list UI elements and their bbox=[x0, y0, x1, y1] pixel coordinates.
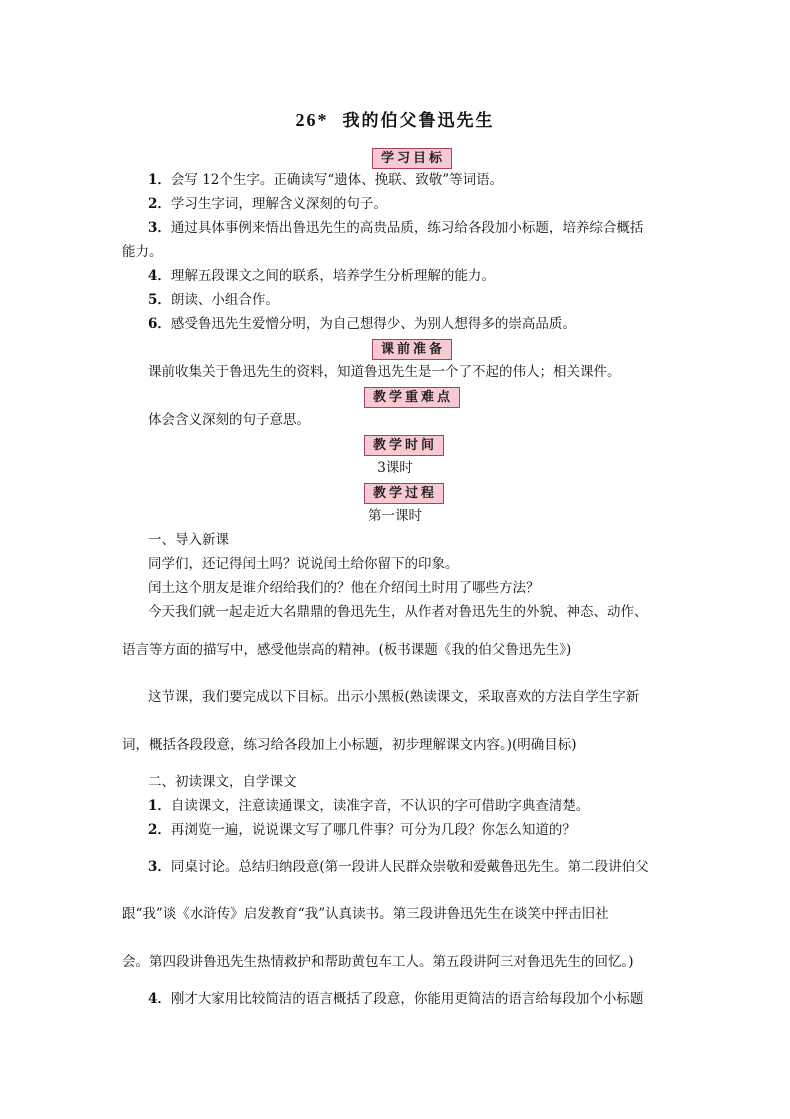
goal-4: 4．理解五段课文之间的联系，培养学生分析理解的能力。 bbox=[148, 268, 495, 284]
goal-5: 5．朗读、小组合作。 bbox=[148, 292, 279, 308]
part2-item-3: 3．同桌讨论。总结归纳段意(第一段讲人民群众崇敬和爱戴鲁迅先生。第二段讲伯父 bbox=[148, 859, 649, 875]
part1-paragraph-3: 今天我们就一起走近大名鼎鼎的鲁迅先生，从作者对鲁迅先生的外貌、神态、动作、 bbox=[148, 604, 648, 620]
lesson-title bbox=[0, 106, 790, 131]
part1-heading: 一、导入新课 bbox=[148, 532, 229, 548]
part1-paragraph-4: 这节课，我们要完成以下目标。出示小黑板(熟读课文，采取喜欢的方法自学生字新 bbox=[148, 689, 640, 705]
section-badge-key-points: 教学重难点 bbox=[364, 387, 460, 408]
part2-item-3-continued-1: 跟“我”谈《水浒传》启发教育“我”认真读书。第三段讲鲁迅先生在谈笑中抨击旧社 bbox=[122, 906, 609, 922]
section-badge-time: 教学时间 bbox=[364, 435, 444, 456]
part1-paragraph-2: 闰土这个朋友是谁介绍给我们的？他在介绍闰土时用了哪些方法？ bbox=[148, 580, 540, 596]
goal-3: 3．通过具体事例来悟出鲁迅先生的高贵品质，练习给各段加小标题，培养综合概括 bbox=[148, 220, 644, 236]
part2-item-3-continued-2: 会。第四段讲鲁迅先生热情救护和帮助黄包车工人。第五段讲阿三对鲁迅先生的回忆。) bbox=[122, 954, 634, 970]
lesson-label: 第一课时 bbox=[368, 508, 422, 524]
section-badge-process: 教学过程 bbox=[364, 483, 444, 504]
part1-paragraph-4-continued: 词，概括各段段意，练习给各段加上小标题，初步理解课文内容。)(明确目标) bbox=[122, 737, 577, 753]
part2-item-2: 2．再浏览一遍，说说课文写了哪几件事？可分为几段？你怎么知道的？ bbox=[148, 822, 576, 838]
section-badge-prep: 课前准备 bbox=[372, 339, 452, 360]
time-text: 3课时 bbox=[377, 460, 413, 476]
goal-2: 2．学习生字词，理解含义深刻的句子。 bbox=[148, 196, 387, 212]
lesson-number: 26* bbox=[295, 110, 329, 130]
goal-1: 1．会写 12个生字。正确读写“遗体、挽联、致敬”等词语。 bbox=[148, 172, 504, 188]
prep-text: 课前收集关于鲁迅先生的资料，知道鲁迅先生是一个了不起的伟人；相关课件。 bbox=[148, 364, 621, 380]
key-points-text: 体会含义深刻的句子意思。 bbox=[148, 412, 310, 428]
lesson-title-text: 我的伯父鲁迅先生 bbox=[342, 111, 495, 131]
part2-item-1: 1．自读课文，注意读通课文，读准字音，不认识的字可借助字典查清楚。 bbox=[148, 798, 590, 814]
part2-heading: 二、初读课文，自学课文 bbox=[148, 774, 297, 790]
part2-item-4: 4．刚才大家用比较简洁的语言概括了段意，你能用更简洁的语言给每段加个小标题 bbox=[148, 991, 644, 1007]
goal-6: 6．感受鲁迅先生爱憎分明，为自己想得少、为别人想得多的崇高品质。 bbox=[148, 316, 576, 332]
goal-3-continued: 能力。 bbox=[122, 244, 163, 260]
part1-paragraph-3-continued: 语言等方面的描写中，感受他崇高的精神。(板书课题《我的伯父鲁迅先生》) bbox=[122, 642, 572, 658]
part1-paragraph-1: 同学们，还记得闰土吗？说说闰土给你留下的印象。 bbox=[148, 556, 459, 572]
section-badge-goals: 学习目标 bbox=[372, 148, 452, 169]
